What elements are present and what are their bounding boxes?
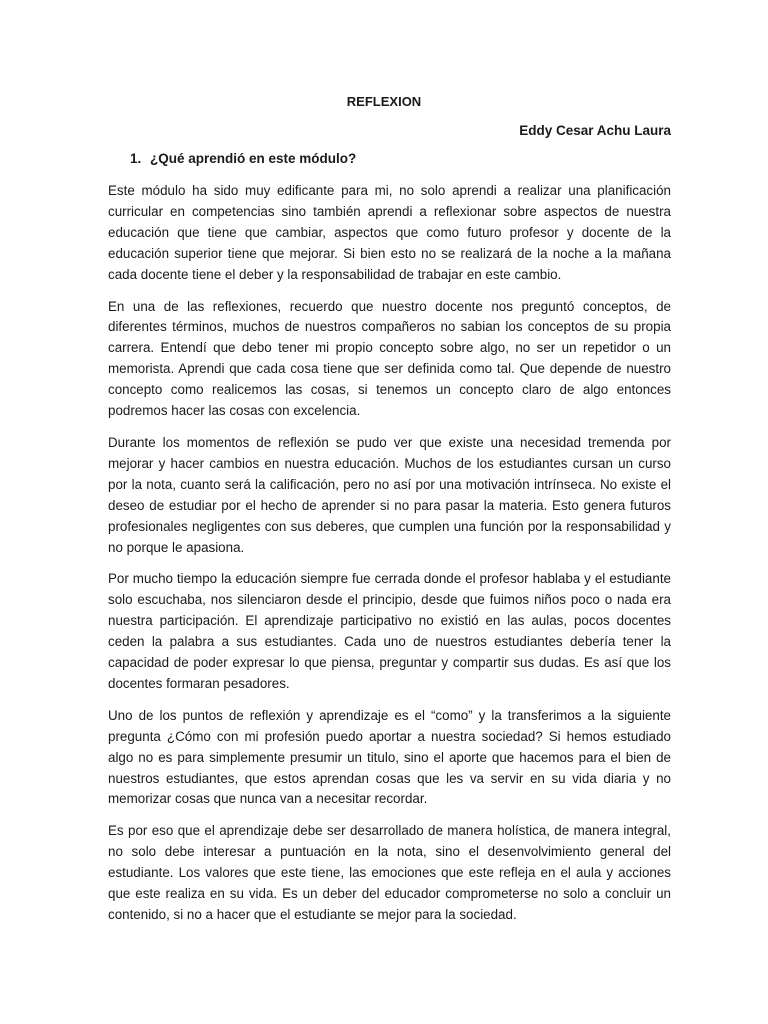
paragraph: Este módulo ha sido muy edificante para mi, no solo aprendi a realizar una planificación curricular en competencias sino también aprendi a reflexionar sobre aspectos de nuestra educación que tiene que cambiar, aspectos que como futuro profesor y docente de la educación superior tiene que mejorar. Si bien esto no se realizará de la noche a la mañana cada docente tiene el deber y la responsabilidad de trabajar en este cambio. bbox=[108, 183, 671, 282]
paragraph: Por mucho tiempo la educación siempre fue cerrada donde el profesor hablaba y el estudiante solo escuchaba, nos silenciaron desde el principio, desde que fuimos niños poco o nada era nuestra participación. El aprendizaje participativo no existió en las aulas, pocos docentes ceden la palabra a sus estudiantes. Cada uno de nuestros estudiantes debería tener la capacidad de poder expresar lo que piensa, preguntar y compartir sus dudas. Es así que los docentes formaran pesadores. bbox=[108, 571, 671, 691]
question-text: ¿Qué aprendió en este módulo? bbox=[150, 151, 357, 166]
question-heading bbox=[130, 151, 356, 166]
paragraph: En una de las reflexiones, recuerdo que nuestro docente nos preguntó conceptos, de diferentes términos, muchos de nuestros compañeros no sabian los conceptos de su propia carrera. Entendí que debo tener mi propio concepto sobre algo, no ser un repetidor o un memorista. Aprendi que cada cosa tiene que ser definida como tal. Que depende de nuestro concepto como realicemos las cosas, si tenemos un concepto claro de algo entonces podremos hacer las cosas con excelencia. bbox=[108, 298, 671, 419]
paragraph: Uno de los puntos de reflexión y aprendizaje es el “como” y la transferimos a la siguiente pregunta ¿Cómo con mi profesión puedo aportar a nuestra sociedad? Si hemos estudiado algo no es para simplemente presumir un titulo, sino el aporte que hacemos para el bien de nuestros estudiantes, que estos aprendan cosas que les va servir en su vida diaria y no memorizar cosas que nunca van a necesitar recordar. bbox=[108, 707, 671, 807]
question-number: 1. bbox=[130, 151, 142, 166]
author-name: Eddy Cesar Achu Laura bbox=[519, 123, 671, 138]
paragraph: Es por eso que el aprendizaje debe ser desarrollado de manera holística, de manera integral, no solo debe interesar a puntuación en la nota, sino el desenvolvimiento general del estudiante. Los valores que este tiene, las emociones que este refleja en el aula y acciones que este realiza en su vida. Es un deber del educador comprometerse no solo a concluir un contenido, si no a hacer que el estudiante se mejor para la sociedad. bbox=[108, 823, 671, 922]
document-body bbox=[108, 181, 671, 937]
document-title: REFLEXION bbox=[346, 94, 422, 109]
paragraph: Durante los momentos de reflexión se pudo ver que existe una necesidad tremenda por mejorar y hacer cambios en nuestra educación. Muchos de los estudiantes cursan un curso por la nota, cuanto será la calificación, pero no así por una motivación intrínseca. No existe el deseo de estudiar por el hecho de aprender si no para pasar la materia. Esto genera futuros profesionales negligentes con sus deberes, que cumplen una función por la responsabilidad y no porque le apasiona. bbox=[108, 434, 671, 555]
